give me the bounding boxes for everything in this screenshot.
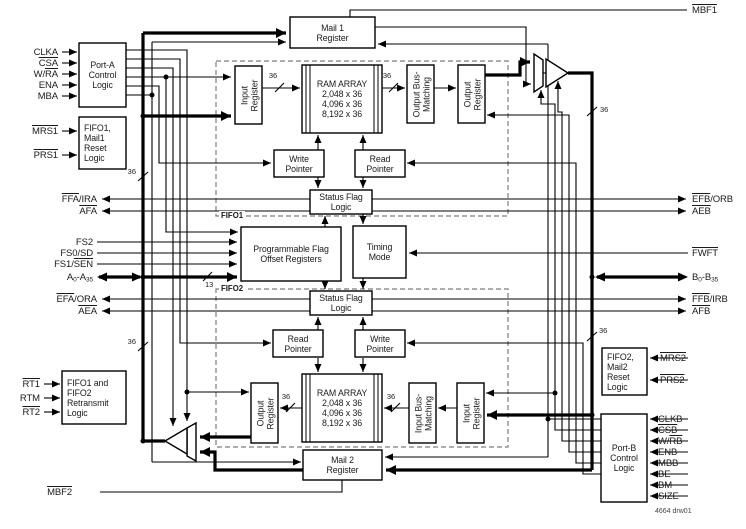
drawing-number: 4664 drw01: [655, 508, 692, 515]
write-ptr2-label: Write Pointer: [366, 333, 394, 354]
pin-ena: ENA: [38, 79, 58, 91]
output-bus-matching-label: Output Bus- Matching: [410, 71, 431, 117]
fifo1-region-label: FIFO1: [221, 211, 244, 220]
fifo2-region-label: FIFO2: [221, 284, 244, 293]
bus-width-b-upper: 36: [600, 105, 609, 114]
pin-clkb: CLKB: [658, 413, 683, 425]
input-reg2-label: Input Register: [460, 397, 481, 429]
pin-enb: ENB: [658, 446, 678, 458]
ram2-label: RAM ARRAY 2,048 x 36 4,096 x 36 8,192 x 36: [316, 388, 368, 428]
bus-width-fifo2-out: 36: [281, 392, 291, 401]
pin-be: BE: [658, 468, 671, 480]
pin-mbf1: MBF1: [692, 4, 717, 16]
status-flag2-label: Status Flag Logic: [319, 293, 363, 313]
pin-efb-orb: $\overline{EFB}$/ORB: [692, 193, 734, 205]
pin-rt2: RT2: [22, 406, 40, 418]
reset2-label: FIFO2, Mail2 Reset Logic: [607, 351, 634, 392]
pin-mbf2: MBF2: [47, 486, 72, 498]
pin-csb: $\overline{CSB}$: [658, 424, 678, 436]
pin-bm: BM: [658, 479, 673, 491]
pin-mba: MBA: [37, 90, 58, 102]
timing-mode-label: Timing Mode: [366, 242, 393, 262]
reset1-label: FIFO1, Mail1 Reset Logic: [84, 123, 111, 163]
write-ptr1-label: Write Pointer: [285, 153, 313, 174]
pin-mbb: MBB: [658, 457, 679, 469]
pin-aea: $\overline{AEA}$: [78, 305, 97, 317]
pin-efa-ora: $\overline{EFA}$/ORA: [56, 293, 97, 305]
output-reg2-label: Output Register: [254, 397, 275, 429]
prog-flag-label: Programmable Flag Offset Registers: [253, 244, 329, 264]
buffer-a-shape: [165, 428, 187, 454]
port-a-label: Port-A Control Logic: [88, 60, 117, 90]
pin-size: SIZE: [658, 490, 679, 502]
pin-mrs2: MRS2: [660, 352, 686, 364]
pin-mrs1: MRS1: [32, 125, 58, 137]
pin-fs1-sen: $FS1/\overline{SEN}$: [54, 258, 93, 270]
bus-width-b-lower: 36: [599, 326, 608, 335]
pin-prs1: PRS1: [33, 149, 58, 161]
mail1-label: Mail 1 Register: [316, 22, 349, 43]
pin-fs2: FS2: [75, 236, 93, 248]
pin-afa: $\overline{AFA}$: [79, 205, 97, 217]
pin-fwft: FWFT: [692, 247, 718, 259]
input-reg1-label: Input Register: [238, 79, 259, 111]
port-b-label: Port-B Control Logic: [610, 443, 638, 473]
pin-fs0-sd: FS0/SD: [60, 247, 93, 259]
bus-width-offset-13: 13: [205, 280, 214, 289]
bus-width-fifo1-out: 36: [382, 71, 392, 80]
retransmit-label: FIFO1 and FIFO2 Retransmit Logic: [67, 377, 109, 418]
pin-prs2: PRS2: [660, 374, 685, 386]
pin-wra: $W/\overline{RA}$: [33, 68, 58, 80]
pin-clka: CLKA: [33, 46, 58, 58]
bus-width-fifo2-in: 36: [386, 392, 396, 401]
read-ptr2-label: Read Pointer: [284, 333, 312, 354]
input-bus-matching-label: Input Bus- Matching: [412, 393, 433, 433]
output-reg1-label: Output Register: [461, 78, 482, 110]
pin-aeb: $\overline{AEB}$: [692, 205, 711, 217]
mux-a-shape: [187, 423, 196, 461]
pin-b-bus: B0-B35: [692, 271, 719, 283]
pin-ffa-ira: $\overline{FFA}$/IRA: [61, 193, 97, 205]
pin-csa: $\overline{CSA}$: [38, 57, 58, 69]
mail2-label: Mail 2 Register: [326, 455, 359, 475]
pin-a-bus: A0-A35: [66, 271, 93, 283]
status-flag1-label: Status Flag Logic: [319, 192, 363, 212]
ram1-label: RAM ARRAY 2,048 x 36 4,096 x 36 8,192 x 36: [316, 79, 368, 119]
pin-rt1: RT1: [22, 378, 40, 390]
bus-width-fifo1-in: 36: [268, 71, 278, 80]
bus-width-a-upper: 36: [127, 167, 136, 176]
bus-width-a-lower: 36: [127, 337, 136, 346]
read-ptr1-label: Read Pointer: [366, 153, 394, 174]
pin-rtm: RTM: [19, 392, 40, 404]
pin-ffb-irb: $\overline{FFB}$/IRB: [692, 293, 728, 305]
pin-wrb: $W/\overline{RB}$: [658, 435, 683, 447]
pin-afb: $\overline{AFB}$: [692, 305, 711, 317]
mux-b-shape: [534, 54, 543, 92]
buffer-b-shape: [546, 59, 568, 87]
